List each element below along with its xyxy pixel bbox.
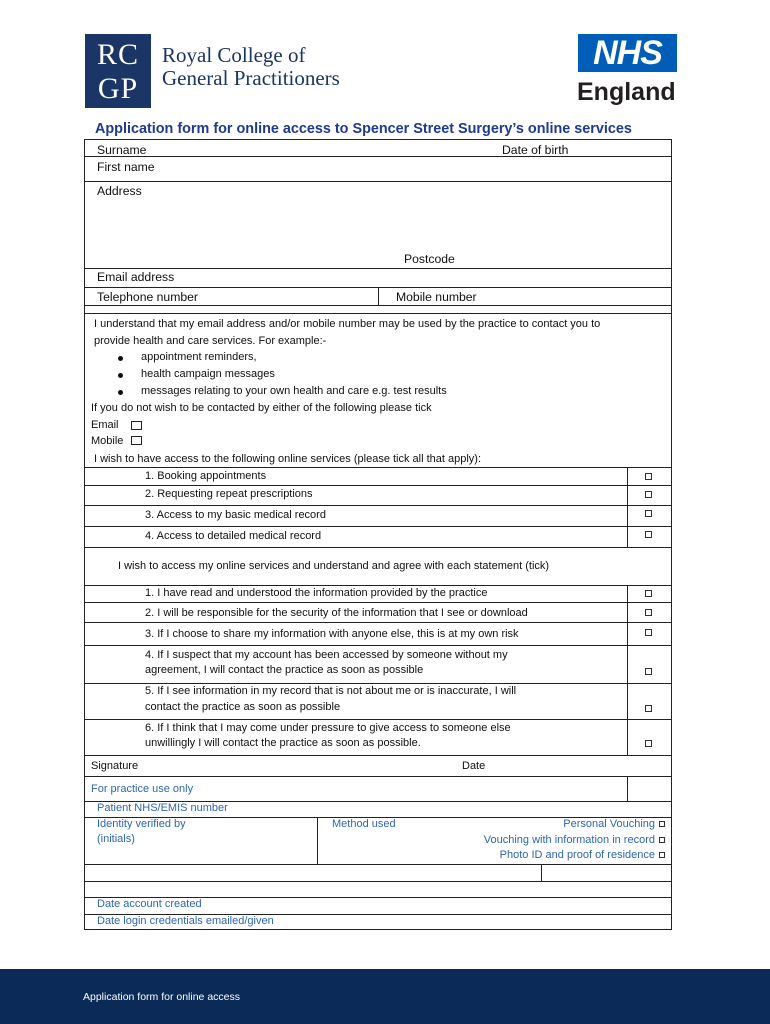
service-prescriptions-checkbox[interactable]	[645, 491, 652, 498]
consent-bullet-2: health campaign messages	[141, 368, 275, 380]
rcgp-name-line1: Royal College of	[162, 43, 306, 67]
consent-bullet-3: messages relating to your own health and care e.g. test results	[141, 385, 447, 397]
signature-label: Signature	[91, 760, 139, 772]
method-used-label: Method used	[332, 818, 396, 830]
rcgp-name-line2: General Practitioners	[162, 66, 340, 90]
service-detailed-record: 4. Access to detailed medical record	[145, 530, 322, 542]
mobile-label: Mobile number	[396, 290, 477, 304]
patient-number-label: Patient NHS/EMIS number	[97, 802, 228, 814]
dob-label: Date of birth	[502, 143, 569, 157]
opt-out-email-label: Email	[91, 419, 119, 431]
agreement-4-checkbox[interactable]	[645, 668, 652, 675]
form-title: Application form for online access to Spencer Street Surgery’s online services	[95, 121, 632, 137]
agreement-statement-2: 2. I will be responsible for the security of the information that I see or download	[145, 607, 528, 619]
agreement-5-checkbox[interactable]	[645, 705, 652, 712]
service-detailed-record-checkbox[interactable]	[645, 531, 652, 538]
opt-out-mobile-label: Mobile	[91, 435, 124, 447]
photo-id-label: Photo ID and proof of residence	[499, 849, 655, 861]
agreement-statement-6-line1: 6. If I think that I may come under pressure to give access to someone else	[145, 722, 511, 734]
agreement-6-checkbox[interactable]	[645, 740, 652, 747]
agreement-statement-4-line2: agreement, I will contact the practice as soon as possible	[145, 664, 424, 676]
personal-vouching-checkbox[interactable]	[659, 821, 665, 827]
service-prescriptions: 2. Requesting repeat prescriptions	[145, 488, 313, 500]
date-login-credentials-label: Date login credentials emailed/given	[97, 915, 274, 927]
service-booking-checkbox[interactable]	[645, 473, 652, 480]
footer-text: Application form for online access	[83, 991, 240, 1003]
identity-initials-label: (initials)	[97, 833, 135, 845]
agreement-intro: I wish to access my online services and understand and agree with each statement (tick)	[118, 560, 550, 572]
rcgp-logo: RC GP	[85, 34, 151, 108]
rcgp-name	[162, 44, 340, 90]
consent-line1: I understand that my email address and/or mobile number may be used by the practice to contact you to	[94, 318, 601, 330]
nhs-region: England	[577, 78, 676, 106]
nhs-logo: NHS	[578, 34, 677, 72]
agreement-3-checkbox[interactable]	[645, 629, 652, 636]
agreement-statement-5-line2: contact the practice as soon as possible	[145, 701, 341, 713]
service-basic-record-checkbox[interactable]	[645, 510, 652, 517]
consent-bullet-1: appointment reminders,	[141, 351, 257, 363]
date-label: Date	[462, 760, 486, 772]
personal-vouching-label: Personal Vouching	[563, 818, 655, 830]
identity-verified-label: Identity verified by	[97, 818, 186, 830]
date-account-created-label: Date account created	[97, 898, 202, 910]
application-form	[84, 139, 672, 930]
photo-id-checkbox[interactable]	[659, 852, 665, 858]
telephone-label: Telephone number	[97, 290, 198, 304]
address-label: Address	[97, 184, 142, 198]
agreement-statement-3: 3. If I choose to share my information with anyone else, this is at my own risk	[145, 628, 519, 640]
opt-out-text: If you do not wish to be contacted by either of the following please tick	[91, 402, 432, 414]
vouching-record-label: Vouching with information in record	[483, 834, 655, 846]
surname-label: Surname	[97, 143, 147, 157]
agreement-statement-1: 1. I have read and understood the information provided by the practice	[145, 587, 488, 599]
postcode-label: Postcode	[404, 252, 455, 266]
agreement-statement-5-line1: 5. If I see information in my record that is not about me or is inaccurate, I will	[145, 685, 517, 697]
service-booking: 1. Booking appointments	[145, 470, 267, 482]
opt-out-email-checkbox[interactable]	[131, 421, 142, 430]
service-basic-record: 3. Access to my basic medical record	[145, 509, 326, 521]
bullet-icon	[118, 373, 123, 378]
vouching-record-checkbox[interactable]	[659, 837, 665, 843]
agreement-statement-6-line2: unwillingly I will contact the practice as soon as possible.	[145, 737, 421, 749]
agreement-1-checkbox[interactable]	[645, 590, 652, 597]
consent-line2: provide health and care services. For example:-	[94, 335, 327, 347]
email-label: Email address	[97, 270, 175, 284]
first-name-label: First name	[97, 160, 155, 174]
services-intro: I wish to have access to the following online services (please tick all that apply):	[94, 453, 482, 465]
opt-out-mobile-checkbox[interactable]	[131, 436, 142, 445]
bullet-icon	[118, 390, 123, 395]
bullet-icon	[118, 356, 123, 361]
practice-use-heading: For practice use only	[91, 783, 194, 795]
agreement-statement-4-line1: 4. If I suspect that my account has been accessed by someone without my	[145, 649, 508, 661]
agreement-2-checkbox[interactable]	[645, 609, 652, 616]
